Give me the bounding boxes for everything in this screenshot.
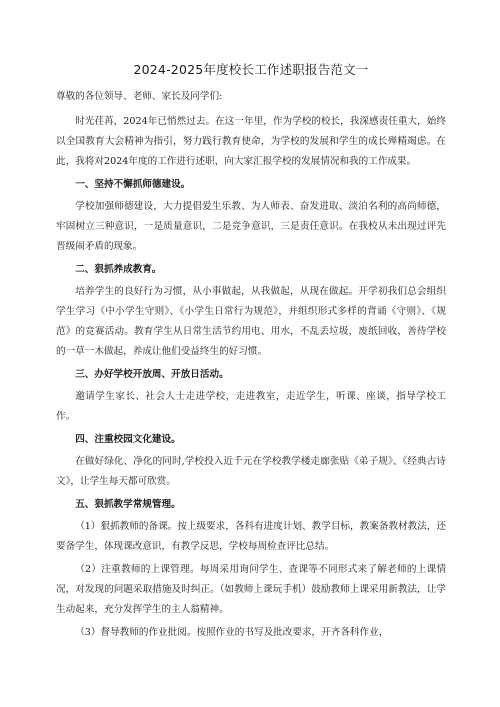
section-4-heading: 四、注重校园文化建设。 [75, 434, 181, 445]
document-page [56, 60, 446, 646]
document-title: 2024-2025年度校长工作述职报告范文一 [133, 62, 369, 77]
section-3-paragraph: 邀请学生家长、社会人士走进学校，走进教室，走近学生，听课、座谈，指导学校工作。 [56, 391, 446, 422]
section-3-heading: 三、办好学校开放周、开放日活动。 [75, 369, 229, 380]
section-5-item-1: （1）狠抓教师的备课。按上级要求，各科有进度计划、教学目标，教案备教材教法，还要备学生，体现课改意识，有教学反思，学校每周检查评比总结。 [56, 521, 446, 552]
section-1-heading: 一、坚持不懈抓师德建设。 [75, 179, 191, 190]
section-1-paragraph: 学校加强师德建设，大力提倡爱生乐教、为人师表、奋发进取、淡泊名利的高尚师德，牢固树立三种意识，一是质量意识，二是竞争意识，三是责任意识。在我校从未出现过评先晋级闹矛盾的现象。 [56, 201, 446, 252]
salutation: 尊敬的各位领导、老师、家长及同学们: [56, 91, 223, 102]
section-5-item-2: （2）注重教师的上课管理。每周采用询问学生、查课等不同形式来了解老师的上课情况，对发现的问题采取措施及时纠正。（如教师上课玩手机）鼓励教师上课采用新教法，让学生动起来，充分发挥学生的主人翁精神。 [56, 564, 446, 615]
section-4-paragraph: 在做好绿化、净化的同时,学校投入近千元在学校教学楼走廊张贴《弟子规》、《经典古诗文》，让学生每天都可欣赏。 [56, 456, 446, 487]
section-2-heading: 二、狠抓养成教育。 [75, 264, 162, 275]
intro-paragraph: 时光荏苒，2024年已悄然过去。在这一年里，作为学校的校长，我深感责任重大，始终以全国教育大会精神为指引，努力践行教育使命，为学校的发展和学生的成长殚精竭虑。在此，我将对2024年度的工作进行述职，向大家汇报学校的发展情况和我的工作成果。 [56, 116, 446, 167]
section-5-item-3: （3）督导教师的作业批阅。按照作业的书写及批改要求，开齐各科作业， [75, 627, 389, 638]
section-5-heading: 五、狠抓教学常规管理。 [75, 499, 181, 510]
section-2-paragraph: 培养学生的良好行为习惯，从小事做起，从我做起，从现在做起。开学初我们总会组织学生学习《中小学生守则》、《小学生日常行为规范》，并组织形式多样的背诵《守则》、《规范》的竞赛活动。教育学生从日常生活节约用电、用水，不乱丢垃圾，废纸回收，善待学校的一草一木做起，养成让他们受益终生的好习惯。 [56, 286, 446, 357]
